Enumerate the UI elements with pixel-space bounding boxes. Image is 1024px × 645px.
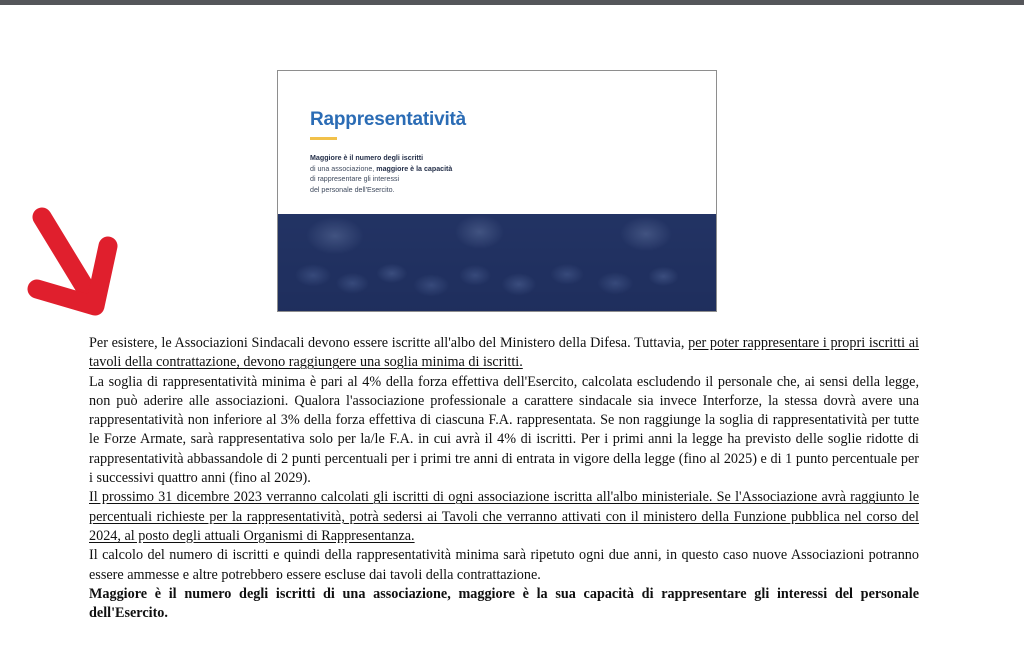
audience-photo-background [278,214,716,312]
title-underline-rule [310,137,337,140]
infographic-title: Rappresentatività [310,109,467,130]
paragraph-5: Maggiore è il numero degli iscritti di una associazione, maggiore è la sua capacità di rappresentare gli interessi del personale dell'Esercito. [89,585,919,622]
paragraph-4: Il calcolo del numero di iscritti e quindi della rappresentatività minima sarà ripetuto ogni due anni, in questo caso nuove Associazioni potranno essere ammesse e altre potrebbero essere escluse dai tavoli della contrattazione. [89,547,919,583]
document-body-text [89,334,919,623]
infographic-image [277,70,717,312]
paragraph-1: Per esistere, le Associazioni Sindacali devono essere iscritte all'albo del Ministero della Difesa. Tuttavia, per poter rappresentare i propri iscritti ai tavoli della contrattazione, devono raggiungere una soglia minima di iscritti. [89,335,919,371]
paragraph-3: Il prossimo 31 dicembre 2023 verranno calcolati gli iscritti di ogni associazione iscritta all'albo ministeriale. Se l'Associazione avrà raggiunto le percentuali richieste per la rappresentatività, potrà sedersi ai Tavoli che verranno attivati con il ministero della Funzione pubblica nel corso del 2024, al posto degli attuali Organismi di Rappresentanza. [89,489,919,544]
infographic-subtitle: Maggiore è il numero degli iscritti di una associazione, maggiore è la capacità di rappresentare gli interessi del personale dell'Esercito. [310,154,453,194]
infographic-lower-panel [278,214,716,312]
red-arrow-down-right-icon [24,203,144,338]
window-top-bar [0,0,1024,5]
paragraph-2: La soglia di rappresentatività minima è pari al 4% della forza effettiva dell'Esercito, calcolata escludendo il personale che, ai sensi della legge, non può aderire alle associazioni. Qualora l'associazione professionale a carattere sindacale sia invece Interforze, la stessa dovrà avere una rappresentatività non inferiore al 3% della forza effettiva di ciascuna F.A. rappresentata. Se non raggiunge la soglia di rappresentatività per tutte le Forze Armate, sarà rappresentativa solo per la/le F.A. in cui avrà il 4% di iscritti. Per i primi anni la legge ha previsto delle soglie ridotte di rappresentatività abbassandole di 2 punti percentuali per i primi tre anni di entrata in vigore della legge (fino al 2025) e di 1 punto percentuale per i successivi quattro anni (fino al 2029). [89,373,919,487]
